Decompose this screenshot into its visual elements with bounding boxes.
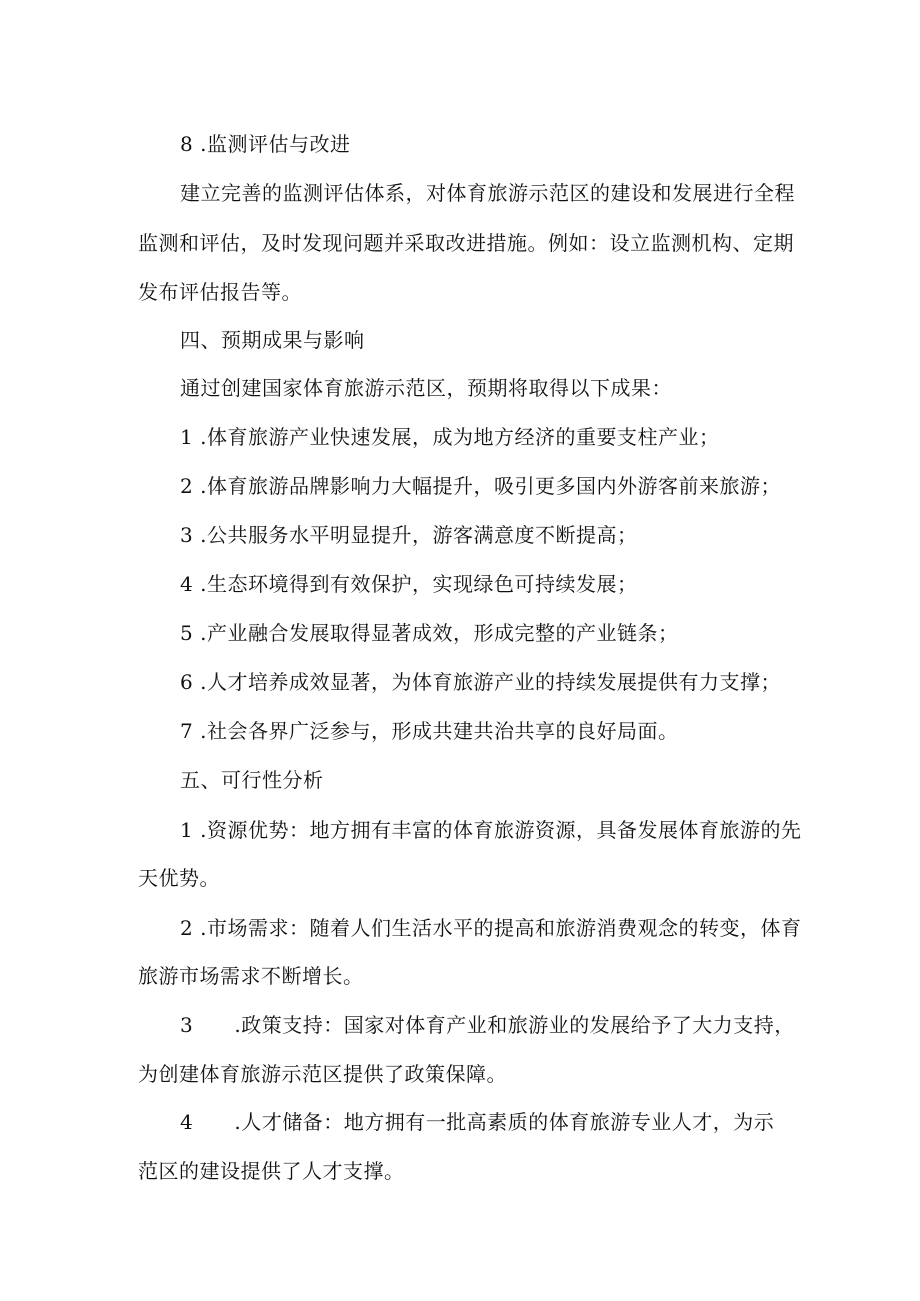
list-item: 4 .生态环境得到有效保护，实现绿色可持续发展； (180, 572, 638, 596)
paragraph-line: 旅游市场需求不断增长。 (138, 964, 364, 988)
paragraph-line: 监测和评估，及时发现问题并采取改进措施。例如：设立监测机构、定期 (138, 231, 794, 255)
section-4-heading: 四、预期成果与影响 (180, 328, 365, 352)
section-8-heading: 8 .监测评估与改进 (180, 132, 351, 156)
list-item: 7 .社会各界广泛参与，形成共建共治共享的良好局面。 (180, 719, 679, 743)
section-5-heading: 五、可行性分析 (180, 768, 324, 792)
list-item: 3 .公共服务水平明显提升，游客满意度不断提高； (180, 523, 638, 547)
list-item: 3 .政策支持：国家对体育产业和旅游业的发展给予了大力支持， (180, 1013, 795, 1037)
list-item: 1 .体育旅游产业快速发展，成为地方经济的重要支柱产业； (180, 425, 720, 449)
paragraph-line: 为创建体育旅游示范区提供了政策保障。 (138, 1062, 507, 1086)
list-item: 2 .体育旅游品牌影响力大幅提升，吸引更多国内外游客前来旅游； (180, 474, 781, 498)
list-item: 2 .市场需求：随着人们生活水平的提高和旅游消费观念的转变，体育 (180, 916, 802, 940)
list-item: 1 .资源优势：地方拥有丰富的体育旅游资源，具备发展体育旅游的先 (180, 818, 802, 842)
list-item: 4 .人才储备：地方拥有一批高素质的体育旅游专业人才，为示 (180, 1110, 775, 1134)
paragraph-line: 建立完善的监测评估体系，对体育旅游示范区的建设和发展进行全程 (180, 181, 795, 205)
paragraph-line: 发布评估报告等。 (138, 280, 302, 304)
paragraph-line: 范区的建设提供了人才支撑。 (138, 1159, 405, 1183)
list-item: 6 .人才培养成效显著，为体育旅游产业的持续发展提供有力支撑； (180, 670, 781, 694)
list-item: 5 .产业融合发展取得显著成效，形成完整的产业链条； (180, 621, 679, 645)
paragraph-line: 通过创建国家体育旅游示范区，预期将取得以下成果： (180, 376, 672, 400)
paragraph-line: 天优势。 (138, 866, 220, 890)
